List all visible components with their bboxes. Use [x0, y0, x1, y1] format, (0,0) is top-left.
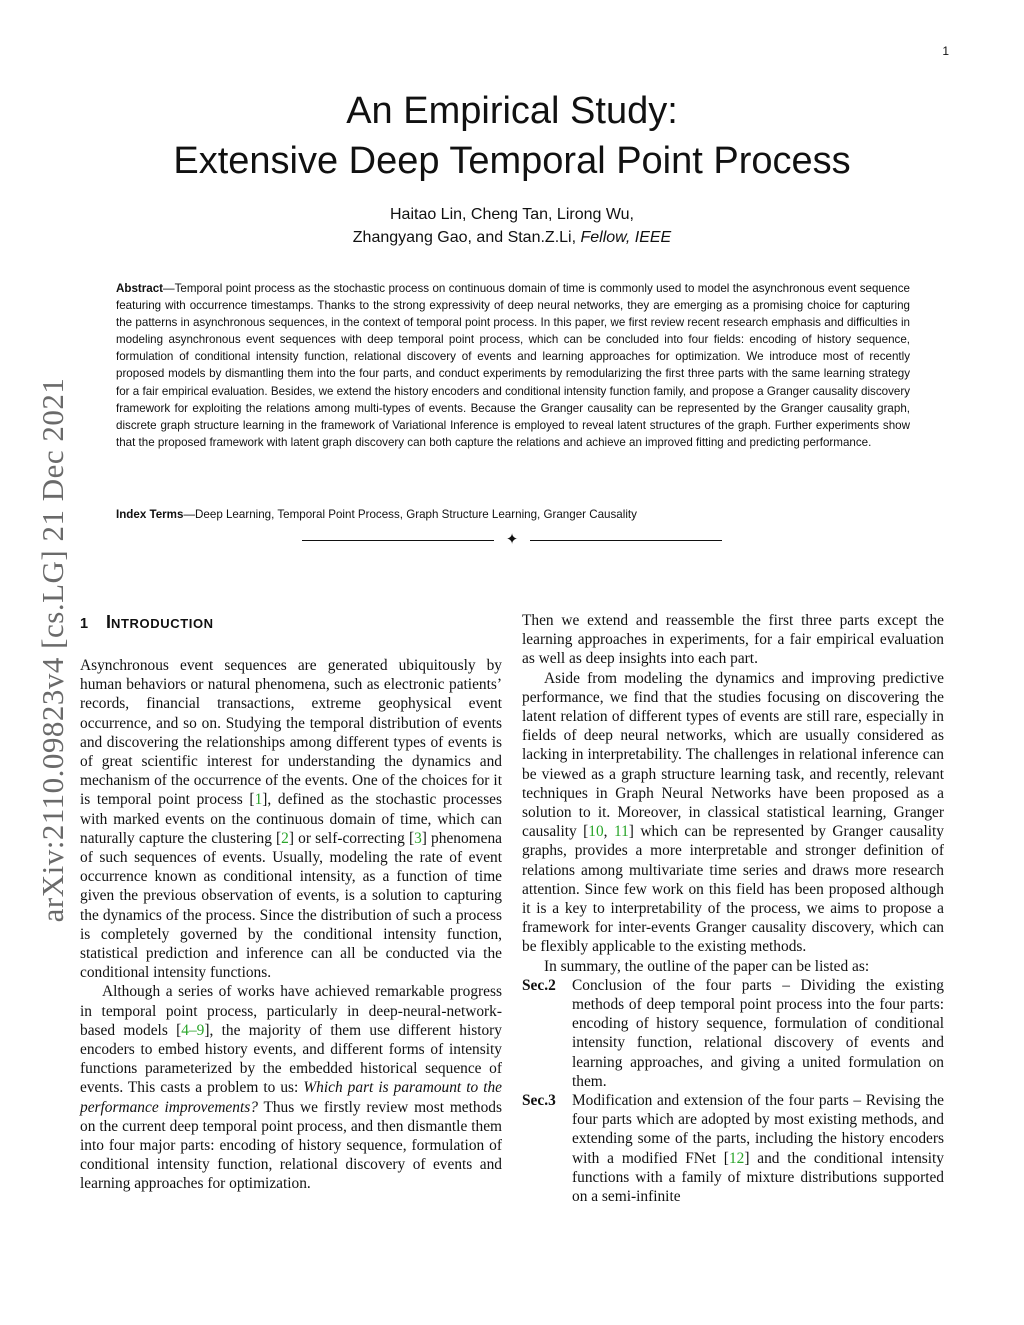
intro-paragraph-2 [80, 982, 502, 1193]
abstract-label: Abstract [116, 282, 164, 295]
text-run: Modification and extension of the four parts – Revising the four parts which are adopted by most existing methods, and extending some of the parts, including the history encoders with a modified FNet [ [572, 1092, 944, 1167]
index-terms [116, 506, 910, 523]
text-run: Thus we firstly review most methods on the current deep temporal point process, and then dismantle them into four major parts: encoding of history sequence, formulation of conditional intensity function, relational discovery of events and learning approaches for optimization. [80, 1098, 502, 1193]
text-run: ], defined as the stochastic processes with marked events on the continuous domain of time, which can naturally capture the clustering [ [80, 791, 503, 847]
outline-item-sec3 [522, 1091, 944, 1206]
citation-link[interactable]: 9 [196, 1021, 205, 1039]
section-divider [302, 531, 722, 549]
authors-line-2-names: Zhangyang Gao, and Stan.Z.Li, [352, 229, 577, 246]
divider-rule-right [530, 540, 722, 541]
authors-line-2 [100, 226, 924, 249]
index-terms-text: —Deep Learning, Temporal Point Process, Graph Structure Learning, Granger Causality [183, 508, 637, 521]
author-list [100, 203, 924, 249]
title-line-2: Extensive Deep Temporal Point Process [173, 140, 851, 182]
text-run: Although a series of works have achieved remarkable progress in temporal point process, particularly in deep-neural-network-based models [ [80, 983, 502, 1039]
citation-link[interactable]: 1 [254, 791, 263, 809]
authors-line-1: Haitao Lin, Cheng Tan, Lirong Wu, [389, 206, 634, 223]
text-run: Aside from modeling the dynamics and improving predictive performance, we find that the studies focusing on discovering the latent relation of different types of events are still rare, especially in fields of deep neural networks, which are usually considered as lacking in interpretability. The challenges in relational inference can be viewed as a graph structure learning task, and recently, relevant techniques in Graph Neural Networks have been proposed as a solution to it. Moreover, in classical statistical learning, Granger causality [ [522, 669, 944, 841]
text-run: ] phenomena of such sequences of events. Usually, modeling the rate of event occurrence known as conditional intensity, as a function of time given the previous observation of events, is a solution to capturing the dynamics of the process. Since the distribution of such a process is completely governed by the conditional intensity function, statistical prediction and inference can all be conducted via the conditional intensity functions. [80, 829, 503, 982]
outline-item-sec2 [522, 976, 944, 1091]
citation-link[interactable]: 11 [613, 823, 629, 841]
text-run: Asynchronous event sequences are generated ubiquitously by human behaviors or natural phenomena, such as electronic patients’ records, financial transactions, extreme geophysical event occurrence, and so on. Studying the temporal distribution of events and discovering the relationships among different types of events is of great scientific interest for understanding the dynamics and mechanism of the occurrence of the events. One of the choices for it is temporal point process [ [80, 657, 502, 809]
page-number: 1 [942, 44, 949, 58]
outline-key: Sec.3 [522, 1092, 556, 1110]
right-column [522, 611, 944, 1206]
intro-paragraph-1 [80, 656, 502, 982]
outline-description: Conclusion of the four parts – Dividing the existing methods of deep temporal point process into the four parts: encoding of history sequence, formulation of conditional intensity function, relational discovery of events and learning approaches, and giving a united formulation on them. [572, 976, 944, 1090]
author-honorific: Fellow, IEEE [580, 229, 672, 246]
text-run: ], the majority of them use different history encoders to embed history events, and different forms of intensity functions parameterized by the embedded historical sequence of events. This casts a problem to us: [80, 1021, 502, 1097]
citation-link[interactable]: 12 [728, 1149, 745, 1167]
intro-paragraph-3: Then we extend and reassemble the first three parts except the learning approaches in experiments, for a fair empirical evaluation as well as deep insights into each part. [522, 612, 944, 668]
section-title-rest: NTRODUCTION [111, 616, 214, 631]
paper-title [100, 86, 924, 186]
citation-link[interactable]: 10 [588, 823, 604, 841]
outline-key: Sec.2 [522, 976, 556, 994]
citation-range-dash: – [188, 1021, 197, 1039]
left-column [80, 611, 502, 1194]
emphasis-question: Which part is paramount to the performance improvements? [80, 1079, 502, 1116]
citation-link[interactable]: 3 [414, 829, 422, 847]
outline-description [572, 1091, 944, 1206]
abstract-text: —Temporal point process as the stochastic process on continuous domain of time is commonly used to model the asynchronous event sequence featuring with occurrence timestamps. Thanks to the strong expressivity of deep neural networks, they are emerging as a promising choice for capturing the patterns in asynchronous sequences, in the context of temporal point process. In this paper, we first review recent research emphasis and difficulties in modeling asynchronous event sequences with deep temporal point process, which can be concluded into four fields: encoding of history sequence, formulation of conditional intensity function, relational discovery of events and learning approaches for optimization. We introduce most of recently proposed models by dismantling them into the four parts, and conduct experiments by remodularizing the first three parts with the same learning strategy for a fair empirical evaluation. Besides, we extend the history encoders and conditional intensity function family, and propose a Granger causality discovery framework for exploiting the relations among multi-types of events. Because the Granger causality can be represented by the Granger causality graph, discrete graph structure learning in the framework of Variational Inference is employed to reveal latent structures of the graph. Further experiments show that the proposed framework with latent graph discovery can both capture the relations and achieve an improved fitting and predicting performance. [116, 282, 910, 449]
section-number: 1 [80, 616, 89, 632]
index-terms-label: Index Terms [116, 508, 184, 521]
text-run: ] or self-correcting [ [288, 829, 415, 847]
intro-paragraph-4 [522, 669, 944, 957]
text-run: , [603, 823, 614, 841]
abstract [116, 280, 910, 451]
outline-intro: In summary, the outline of the paper can be listed as: [544, 957, 870, 975]
section-title-initial: I [106, 612, 112, 632]
citation-link[interactable]: 4 [181, 1021, 189, 1039]
arxiv-side-stamp: arXiv:2110.09823v4 [cs.LG] 21 Dec 2021 [35, 377, 70, 923]
text-run: ] and the conditional intensity functions with a family of mixture distributions supported on a semi-infinite [572, 1149, 944, 1206]
title-line-1: An Empirical Study: [346, 90, 678, 132]
section-heading-introduction [80, 612, 502, 632]
divider-rule-left [302, 540, 494, 541]
citation-link[interactable]: 2 [281, 829, 289, 847]
divider-star-icon: ✦ [505, 530, 519, 548]
text-run: ] which can be represented by Granger causality graphs, provides a more interpretable and stronger definition of relations among multivariate time series and draws more research attention. Since few work on this field has been proposed although it is a key to interpretability of the process, we aims to propose a framework for inter-events Granger causality discovery, which can be flexibly applicable to the existing methods. [522, 823, 944, 956]
